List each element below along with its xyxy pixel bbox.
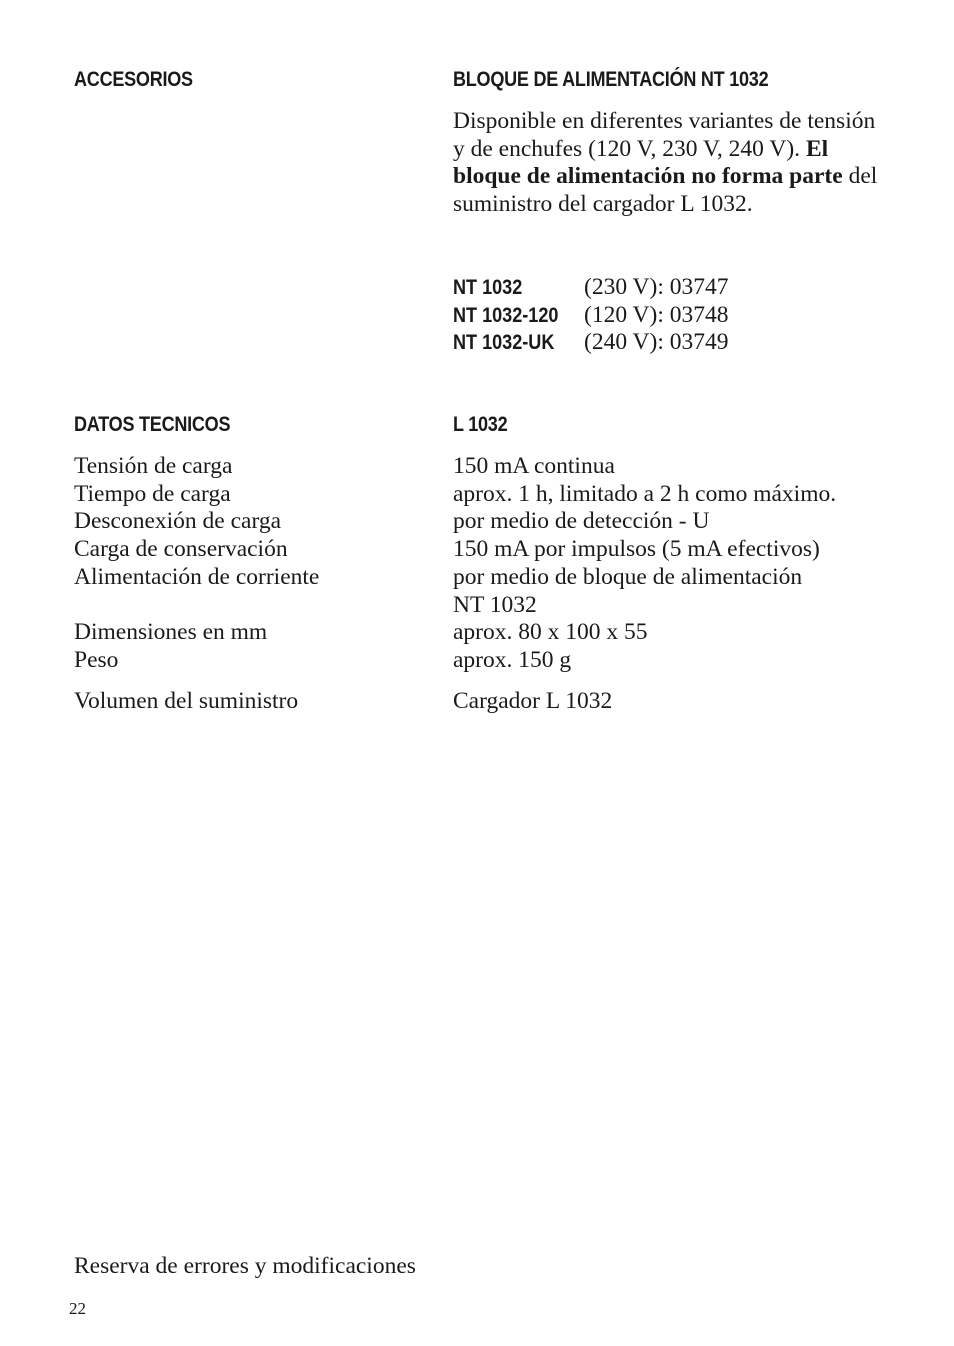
spec-label: Desconexión de carga xyxy=(74,508,282,534)
spec-value: 150 mA por impulsos (5 mA efectivos) xyxy=(453,535,820,562)
model-spec: (120 V): 03748 xyxy=(584,301,729,328)
spec-value: aprox. 80 x 100 x 55 xyxy=(453,619,648,645)
section-heading-datos: DATOS TECNICOS xyxy=(74,413,231,436)
model-row xyxy=(453,329,571,357)
model-name: NT 1032-UK xyxy=(453,331,555,354)
spec-value: aprox. 150 g xyxy=(453,646,572,673)
description-text-2: del suministro del cargador L 1032. xyxy=(453,163,878,217)
spec-value: 150 mA continua xyxy=(453,453,615,479)
spec-label: Alimentación de corriente xyxy=(74,564,320,590)
accessory-title: BLOQUE DE ALIMENTACIÓN NT 1032 xyxy=(453,68,769,91)
model-spec: (230 V): 03747 xyxy=(584,274,729,300)
model-row xyxy=(453,302,576,330)
spec-label: Tensión de carga xyxy=(74,453,233,479)
description-emphasis: El bloque de alimentación no forma parte xyxy=(453,135,843,189)
spec-label: Carga de conservación xyxy=(74,535,288,562)
page-number: 22 xyxy=(69,1299,86,1318)
spec-value: por medio de bloque de alimentación xyxy=(453,564,803,590)
spec-label: Dimensiones en mm xyxy=(74,619,268,645)
spec-label: Volumen del suministro xyxy=(74,688,299,714)
description-text-1: Disponible en diferentes variantes de tensión y de enchufes (120 V, 230 V, 240 V). xyxy=(453,108,876,162)
spec-value-continued: NT 1032 xyxy=(453,591,537,618)
footer-note: Reserva de errores y modificaciones xyxy=(74,1253,416,1279)
model-spec: (240 V): 03749 xyxy=(584,329,729,355)
model-name: NT 1032 xyxy=(453,276,523,299)
spec-label: Tiempo de carga xyxy=(74,480,231,507)
section-heading-accesorios: ACCESORIOS xyxy=(74,68,193,91)
accessory-description xyxy=(453,108,883,218)
spec-label: Peso xyxy=(74,646,119,673)
model-row xyxy=(453,274,534,302)
spec-value: aprox. 1 h, limitado a 2 h como máximo. xyxy=(453,480,837,507)
device-model: L 1032 xyxy=(453,413,508,436)
spec-value: Cargador L 1032 xyxy=(453,688,613,714)
spec-value: por medio de detección - U xyxy=(453,508,710,534)
model-name: NT 1032-120 xyxy=(453,303,559,327)
